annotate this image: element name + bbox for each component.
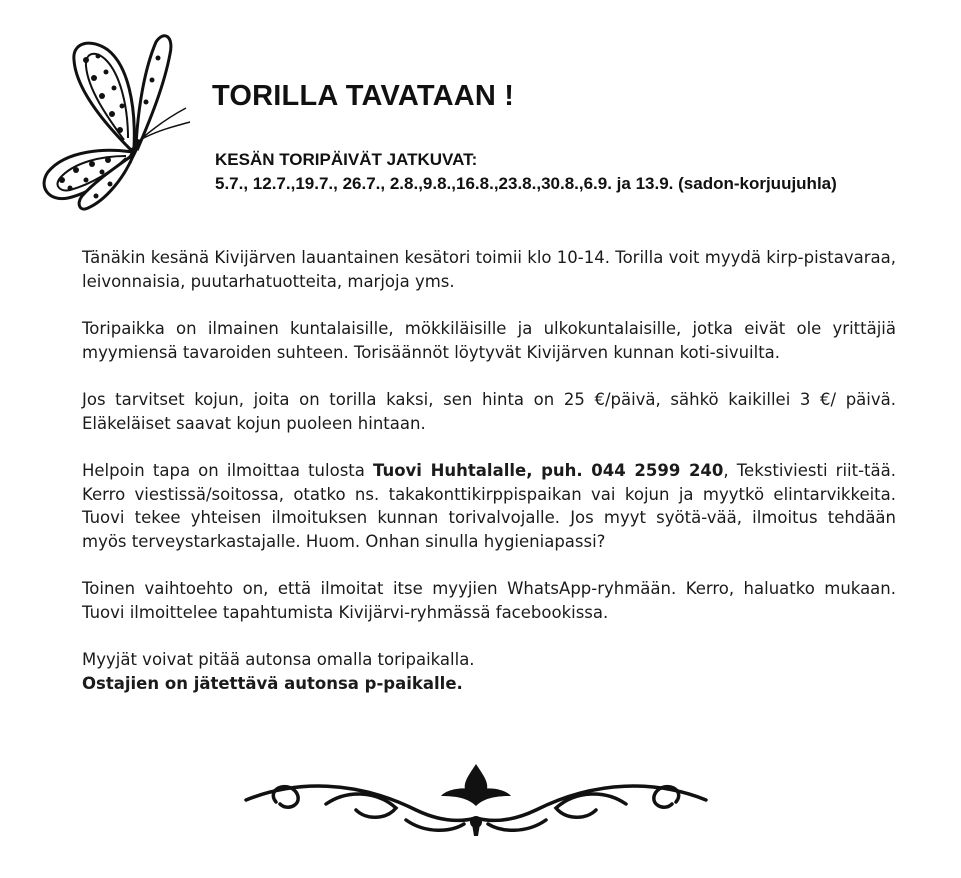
parking-sellers: Myyjät voivat pitää autonsa omalla toripaikalla. bbox=[82, 650, 475, 669]
parking-buyers: Ostajien on jätettävä autonsa p-paikalle. bbox=[82, 673, 463, 693]
article-body bbox=[82, 246, 896, 719]
paragraph-free-spot: Toripaikka on ilmainen kuntalaisille, mökkiläisille ja ulkokuntalaisille, jotka eivät ole yrittäjiä myymiensä tavaroiden suhteen. Torisäännöt löytyvät Kivijärven kunnan koti-sivuilta. bbox=[82, 319, 896, 362]
market-days-block bbox=[215, 148, 855, 196]
butterfly-icon bbox=[36, 30, 196, 215]
market-days-dates: 5.7., 12.7.,19.7., 26.7., 2.8.,9.8.,16.8.,23.8.,30.8.,6.9. ja 13.9. (sadon-korjuujuhla) bbox=[215, 174, 837, 193]
paragraph-whatsapp: Toinen vaihtoehto on, että ilmoitat itse myyjien WhatsApp-ryhmään. Kerro, haluatko mukaan. Tuovi ilmoittelee tapahtumista Kivijärvi-ryhmässä facebookissa. bbox=[82, 579, 896, 622]
registration-text-end: , Tekstiviesti riit-tää. Kerro viestissä/soitossa, otatko ns. takakonttikirppispaikan vai kojun ja myytkö elintarvikkeita. Tuovi tekee yhteisen ilmoituksen kunnan torivalvojalle. Jos myyt syötä-vää, ilmoitus tehdään myös terveystarkastajalle. Huom. Onhan sinulla hygieniapassi? bbox=[82, 461, 896, 551]
registration-text-start: Helpoin tapa on ilmoittaa tulosta bbox=[82, 461, 374, 480]
market-days-heading: KESÄN TORIPÄIVÄT JATKUVAT: bbox=[215, 150, 478, 169]
paragraph-registration bbox=[82, 459, 896, 553]
page-title: TORILLA TAVATAAN ! bbox=[212, 80, 515, 112]
contact-info: Tuovi Huhtalalle, puh. 044 2599 240 bbox=[373, 461, 724, 480]
scroll-ornament-icon bbox=[236, 760, 716, 842]
paragraph-parking bbox=[82, 648, 896, 695]
paragraph-stall-price: Jos tarvitset kojun, joita on torilla kaksi, sen hinta on 25 €/päivä, sähkö kaikillei 3 €/ päivä. Eläkeläiset saavat kojun puoleen hintaan. bbox=[82, 390, 896, 433]
paragraph-intro: Tänäkin kesänä Kivijärven lauantainen kesätori toimii klo 10-14. Torilla voit myydä kirp-pistavaraa, leivonnaisia, puutarhatuotteita, marjoja yms. bbox=[82, 248, 896, 291]
